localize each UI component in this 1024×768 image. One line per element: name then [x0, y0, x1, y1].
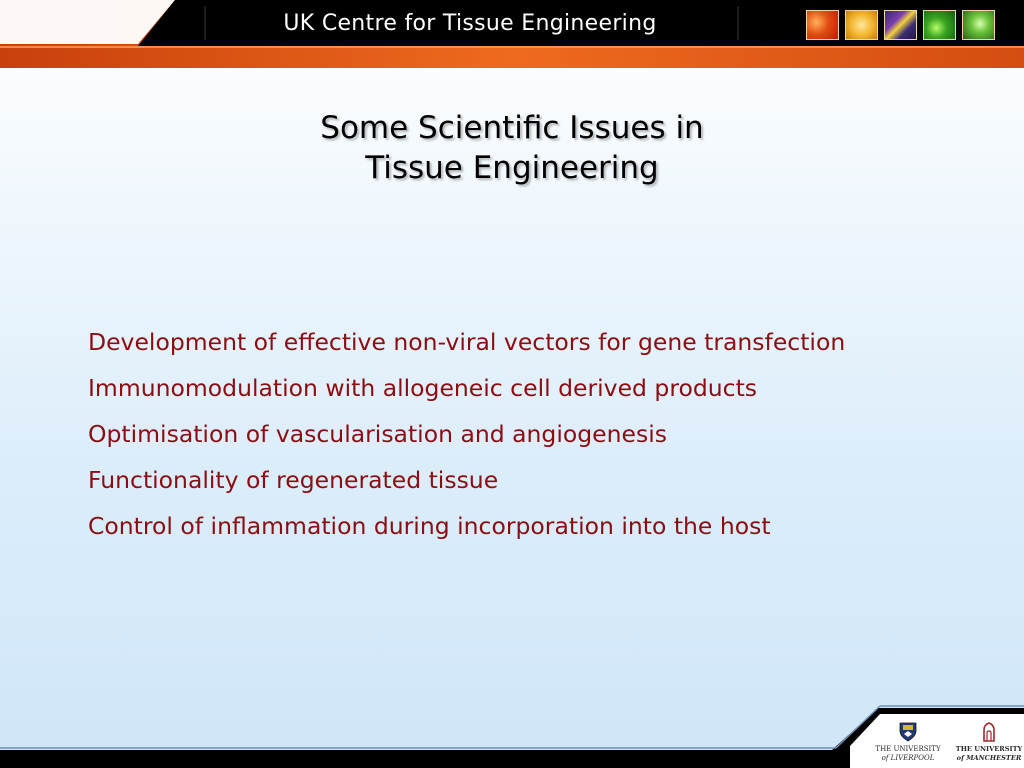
- bullet-item: Functionality of regenerated tissue: [88, 466, 499, 494]
- manchester-line-1: THE UNIVERSITY: [955, 745, 1023, 753]
- orange-cell-image: [806, 10, 839, 40]
- liverpool-line-2: of LIVERPOOL: [881, 754, 935, 762]
- green-cell-image: [923, 10, 956, 40]
- bullet-list: [88, 324, 968, 554]
- university-of-manchester-logo: [954, 722, 1024, 763]
- manchester-crest-icon: [981, 722, 997, 742]
- green-cluster-image: [962, 10, 995, 40]
- liverpool-crest-icon: [899, 722, 917, 742]
- bullet-item: Immunomodulation with allogeneic cell derived products: [88, 374, 758, 402]
- university-of-liverpool-logo: [866, 722, 950, 763]
- slide-title: [0, 108, 1024, 188]
- bullet-item: Control of inflammation during incorporation into the host: [88, 512, 771, 540]
- header-banner: [0, 0, 1024, 68]
- purple-fiber-image: [884, 10, 917, 40]
- header-title: UK Centre for Tissue Engineering: [283, 11, 657, 36]
- bullet-item: Optimisation of vascularisation and angiogenesis: [88, 420, 667, 448]
- yellow-cell-image: [845, 10, 878, 40]
- liverpool-line-1: THE UNIVERSITY: [875, 745, 941, 753]
- slide-title-line-2: Tissue Engineering: [365, 150, 659, 186]
- header-thumbnails: [806, 10, 995, 40]
- slide-title-line-1: Some Scientific Issues in: [320, 110, 704, 146]
- bullet-item: Development of effective non-viral vectors for gene transfection: [88, 328, 846, 356]
- manchester-line-2: of MANCHESTER: [956, 754, 1022, 762]
